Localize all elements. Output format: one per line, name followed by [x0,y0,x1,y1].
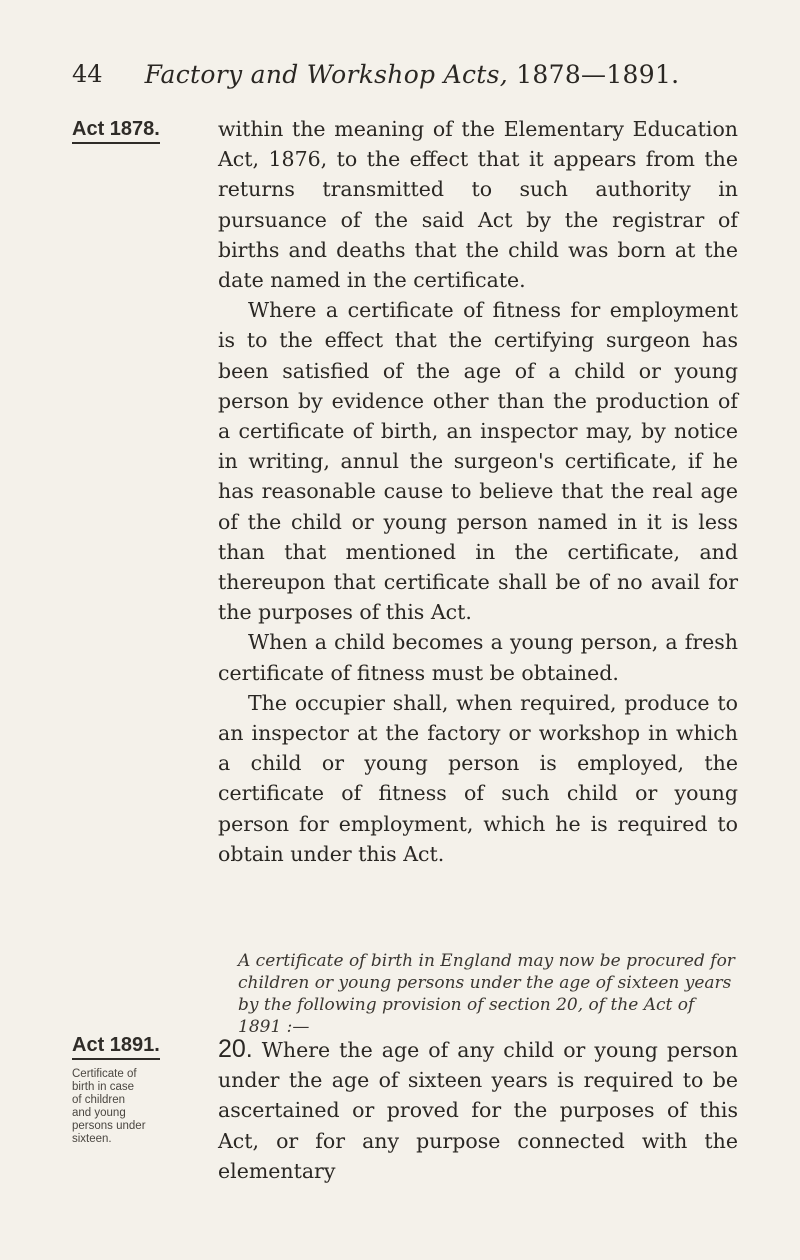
paragraph-2: Where a certificate of fitness for employment is to the effect that the certifying surgeon has been satisfied of the age of a child or young person by evidence other than the production of a certificate of birth, an inspector may, by notice in writing, annul the surgeon's certificate, if he has reasonable cause to believe that the real age of the child or young person named in it is less than that mentioned in the certificate, and thereupon that certificate shall be of no avail for the purposes of this Act. [218,298,738,625]
margin-label-act-1878: Act 1878. [72,118,160,144]
running-title [72,60,752,89]
running-title-text: Factory and Workshop Acts, [144,60,508,89]
page-header [72,60,752,100]
paragraph-1: within the meaning of the Elementary Education Act, 1876, to the effect that it appears from the returns transmitted to such authority in pursuance of the said Act by the registrar of births and deaths that the child was born at the date named in the certificate. [218,117,738,293]
marginal-sidenote: Certificate of birth in case of children and young persons under sixteen. [72,1068,146,1145]
italic-note: A certificate of birth in England may now be procured for children or young persons under the age of sixteen years by the following provision of section 20, of the Act of 1891 :— [238,951,735,1037]
running-title-years: 1878—1891. [516,60,680,89]
body-text [218,114,738,869]
paragraph-4: The occupier shall, when required, produce to an inspector at the factory or workshop in which a child or young person is employed, the certificate of fitness of such child or young person for employment, which he is required to obtain under this Act. [218,690,738,866]
margin-label-act-1891: Act 1891. [72,1034,160,1060]
section-20 [218,1034,738,1186]
paragraph-3: When a child becomes a young person, a fresh certificate of fitness must be obtained. [218,630,738,685]
section-20-text: Where the age of any child or young person under the age of sixteen years is required to be ascertained or proved for the purposes of this Act, or for any purpose connected with the elementary [218,1038,738,1183]
page-number: 44 [72,60,103,88]
section-number: 20. [218,1035,253,1063]
